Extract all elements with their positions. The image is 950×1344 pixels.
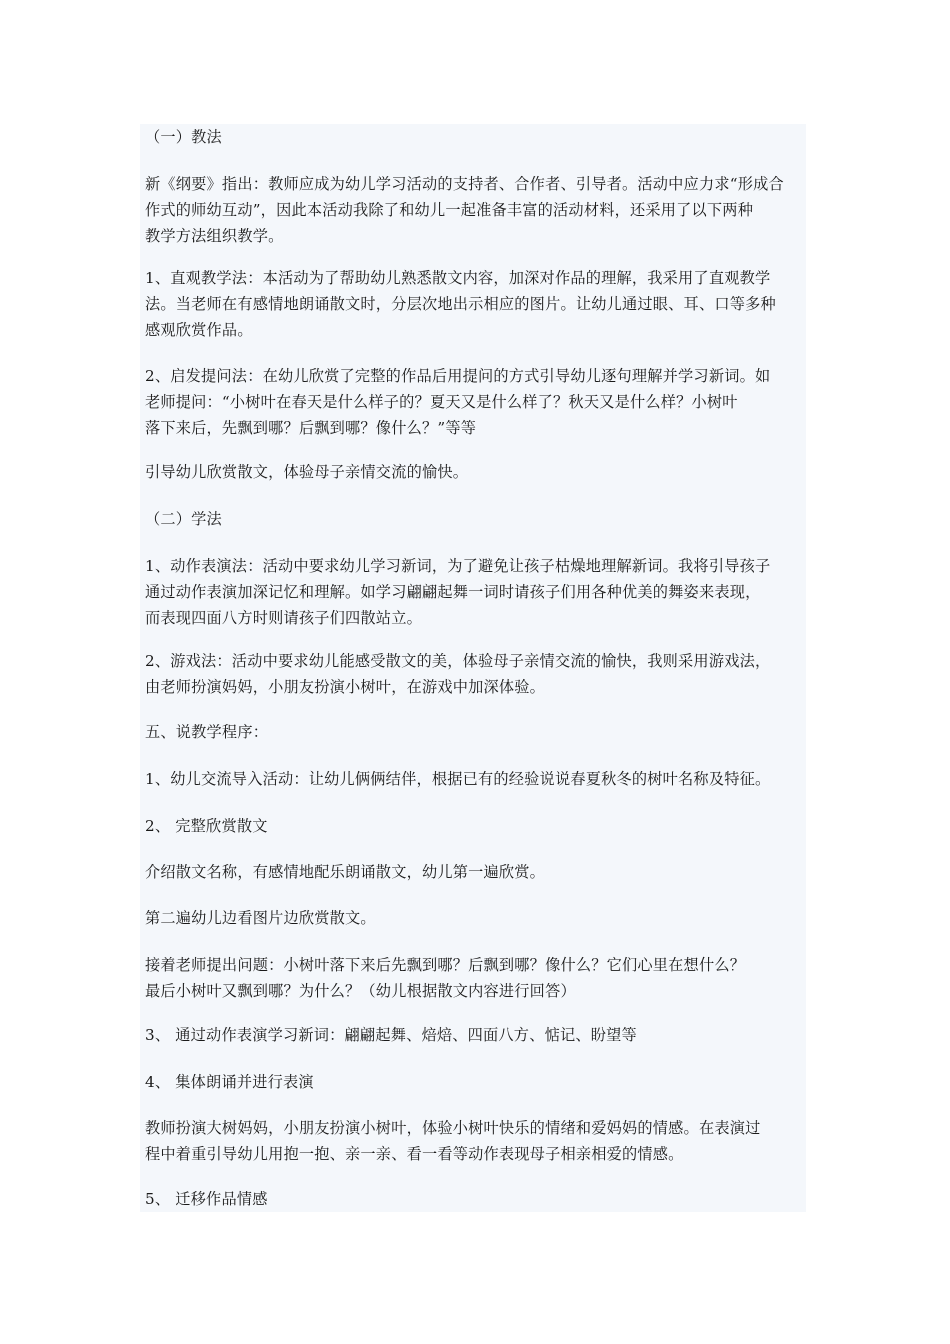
text-line: 第二遍幼儿边看图片边欣赏散文。: [145, 909, 376, 927]
text-line: 法。当老师在有感情地朗诵散文时，分层次地出示相应的图片。让幼儿通过眼、耳、口等多种: [145, 295, 776, 313]
text-line: 1、动作表演法：活动中要求幼儿学习新词，为了避免让孩子枯燥地理解新词。我将引导孩子: [145, 557, 771, 575]
paragraph-step-4: [145, 1069, 809, 1095]
text-line: 而表现四面八方时则请孩子们四散站立。: [145, 609, 422, 627]
paragraph-guideline: [145, 171, 809, 249]
paragraph-visual-method: [145, 265, 809, 343]
text-line: 程中着重引导幼儿用抱一抱、亲一亲、看一看等动作表现母子相亲相爱的情感。: [145, 1145, 684, 1163]
text-line: 2、 完整欣赏散文: [145, 817, 268, 835]
text-line: 新《纲要》指出：教师应成为幼儿学习活动的支持者、合作者、引导者。活动中应力求“形成合: [145, 175, 784, 193]
text-line: 由老师扮演妈妈，小朋友扮演小树叶，在游戏中加深体验。: [145, 678, 546, 696]
paragraph-step-2-first-reading: [145, 859, 809, 885]
text-line: 五、说教学程序：: [145, 723, 269, 741]
text-line: 接着老师提出问题：小树叶落下来后先飘到哪？后飘到哪？像什么？它们心里在想什么？: [145, 956, 746, 974]
heading-teaching-procedure: [145, 719, 809, 745]
heading-teaching-method: [145, 124, 809, 150]
text-line: 落下来后，先飘到哪？后飘到哪？像什么？”等等: [145, 419, 477, 437]
text-line: （二）学法: [145, 510, 222, 528]
text-line: 2、启发提问法：在幼儿欣赏了完整的作品后用提问的方式引导幼儿逐句理解并学习新词。如: [145, 367, 771, 385]
text-line: 最后小树叶又飘到哪？为什么？（幼儿根据散文内容进行回答）: [145, 982, 576, 1000]
text-line: 介绍散文名称，有感情地配乐朗诵散文，幼儿第一遍欣赏。: [145, 863, 546, 881]
paragraph-game-method: [145, 648, 809, 700]
text-line: 2、游戏法：活动中要求幼儿能感受散文的美，体验母子亲情交流的愉快，我则采用游戏法，: [145, 652, 771, 670]
text-line: 1、直观教学法：本活动为了帮助幼儿熟悉散文内容，加深对作品的理解，我采用了直观教学: [145, 269, 771, 287]
heading-learning-method: [145, 506, 809, 532]
paragraph-step-5: [145, 1186, 809, 1212]
text-line: 教学方法组织教学。: [145, 227, 284, 245]
text-line: 5、 迁移作品情感: [145, 1190, 268, 1208]
paragraph-guide-appreciation: [145, 459, 809, 485]
paragraph-questioning-method: [145, 363, 809, 441]
text-line: 老师提问：“小树叶在春天是什么样子的？夏天又是什么样了？秋天又是什么样？小树叶: [145, 393, 738, 411]
text-line: 教师扮演大树妈妈，小朋友扮演小树叶，体验小树叶快乐的情绪和爱妈妈的情感。在表演过: [145, 1119, 761, 1137]
text-line: 作式的师幼互动”，因此本活动我除了和幼儿一起准备丰富的活动材料，还采用了以下两种: [145, 201, 754, 219]
text-line: 引导幼儿欣赏散文，体验母子亲情交流的愉快。: [145, 463, 469, 481]
text-line: 通过动作表演加深记忆和理解。如学习翩翩起舞一词时请孩子们用各种优美的舞姿来表现，: [145, 583, 761, 601]
text-line: 1、幼儿交流导入活动：让幼儿俩俩结伴，根据已有的经验说说春夏秋冬的树叶名称及特征。: [145, 770, 771, 788]
paragraph-action-performance: [145, 553, 809, 631]
paragraph-step-2-second-reading: [145, 905, 809, 931]
text-line: （一）教法: [145, 128, 222, 146]
paragraph-step-2-questions: [145, 952, 809, 1004]
paragraph-step-2: [145, 813, 809, 839]
paragraph-step-1: [145, 766, 809, 792]
paragraph-step-3: [145, 1022, 809, 1048]
text-line: 4、 集体朗诵并进行表演: [145, 1073, 314, 1091]
text-line: 感观欣赏作品。: [145, 321, 253, 339]
paragraph-step-4-performance: [145, 1115, 809, 1167]
text-line: 3、 通过动作表演学习新词：翩翩起舞、焙焙、四面八方、惦记、盼望等: [145, 1026, 637, 1044]
